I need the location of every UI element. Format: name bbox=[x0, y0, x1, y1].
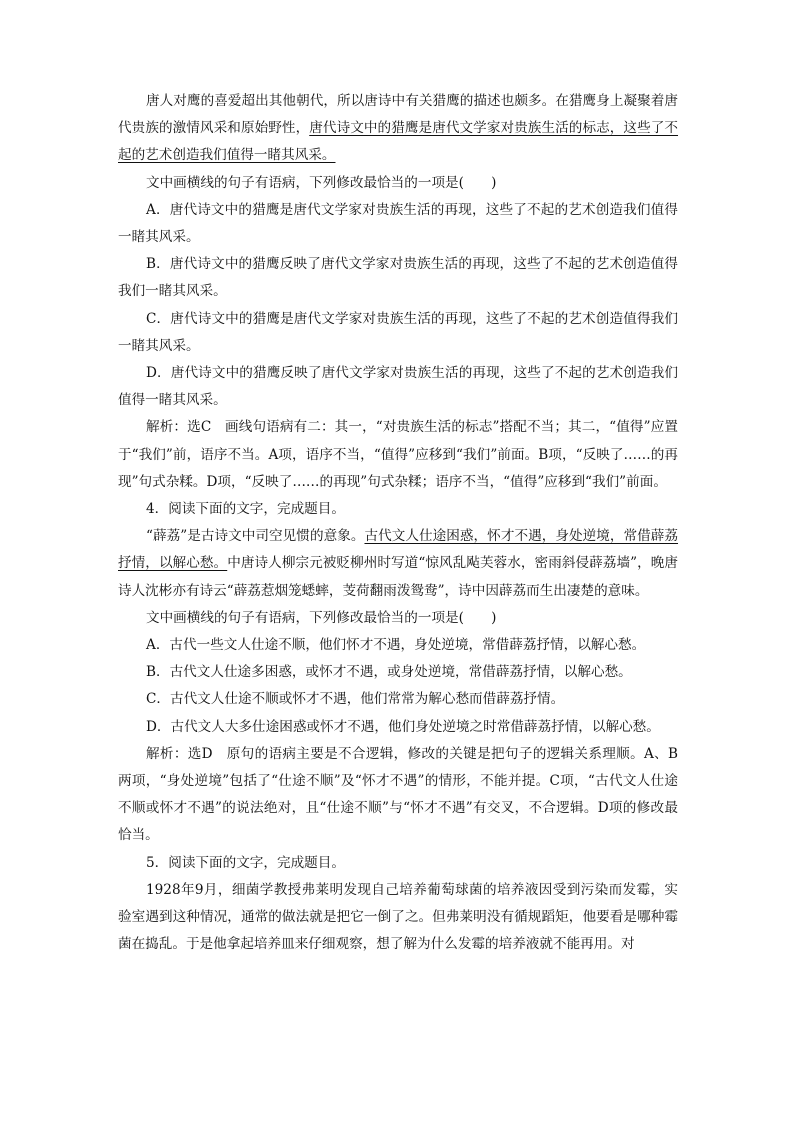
question-5-heading: 5．阅读下面的文字，完成题目。 bbox=[146, 854, 345, 871]
option-a: A．古代一些文人仕途不顺，他们怀才不遇，身处逆境，常借薜荔抒情，以解心愁。 bbox=[146, 637, 646, 654]
option-d: D．古代文人大多仕途困惑或怀才不遇，他们身处逆境之时常借薜荔抒情，以解心愁。 bbox=[146, 718, 660, 735]
underlined-sentence-1: 唐代诗文中的猎鹰是唐代文学家对贵族生活的标志，这些了不起的艺术创造我们值得一睹其风采。 bbox=[118, 120, 679, 164]
passage-5: 1928年9月，细菌学教授弗莱明发现自己培养葡萄球菌的培养液因受到污染而发霉，实验室遇到这种情况，通常的做法就是把它一倒了之。但弗莱明没有循规蹈矩，他要看是哪种霉菌在捣乱。于是他拿起培养皿来仔细观察，想了解为什么发霉的培养液就不能再用。对 bbox=[118, 881, 678, 953]
document-page bbox=[118, 88, 678, 959]
question-1-stem: 文中画横线的句子有语病，下列修改最恰当的一项是( ) bbox=[146, 174, 497, 191]
option-c: C．古代文人仕途不顺或怀才不遇，他们常常为解心愁而借薜荔抒情。 bbox=[146, 691, 565, 708]
analysis-4: 解析：选D 原句的语病主要是不合逻辑，修改的关键是把句子的逻辑关系理顺。A、B两项，“身处逆境”包括了“仕途不顺”及“怀才不遇”的情形，不能并提。C项，“古代文人仕途不顺或怀才不遇”的说法绝对，且“仕途不顺”与“怀才不遇”有交叉，不合逻辑。D项的修改最恰当。 bbox=[118, 745, 678, 844]
option-d: D．唐代诗文中的猎鹰反映了唐代文学家对贵族生活的再现，这些了不起的艺术创造我们值得一睹其风采。 bbox=[118, 365, 678, 409]
analysis-1: 解析：选C 画线句语病有二：其一，“对贵族生活的标志”搭配不当；其二，“值得”应置于“我们”前，语序不当。A项，语序不当，“值得”应移到“我们”前面。B项，“反映了……的再现”句式杂糅。D项，“反映了……的再现”句式杂糅；语序不当，“值得”应移到“我们”前面。 bbox=[118, 419, 678, 490]
option-b: B．唐代诗文中的猎鹰反映了唐代文学家对贵族生活的再现，这些了不起的艺术创造值得我们一睹其风采。 bbox=[118, 256, 678, 300]
option-a: A．唐代诗文中的猎鹰是唐代文学家对贵族生活的再现，这些了不起的艺术创造我们值得一睹其风采。 bbox=[118, 201, 678, 246]
option-c: C．唐代诗文中的猎鹰是唐代文学家对贵族生活的再现，这些了不起的艺术创造值得我们一睹其风采。 bbox=[118, 310, 678, 354]
passage-1 bbox=[118, 88, 678, 170]
underlined-sentence-4: 古代文人仕途困惑，怀才不遇，身处逆境，常借薜荔抒情，以解心愁。 bbox=[118, 528, 679, 572]
question-4-heading: 4．阅读下面的文字，完成题目。 bbox=[146, 501, 345, 518]
question-4-stem: 文中画横线的句子有语病，下列修改最恰当的一项是( ) bbox=[146, 609, 497, 626]
option-b: B．古代文人仕途多困惑，或怀才不遇，或身处逆境，常借薜荔抒情，以解心愁。 bbox=[146, 664, 632, 681]
passage-4-text: “薜荔”是古诗文中司空见惯的意象。 bbox=[146, 528, 365, 545]
passage-1-text: 唐人对鹰的喜爱超出其他朝代，所以唐诗中有关猎鹰的描述也颇多。在猎鹰身上凝聚着唐代贵族的激情风采和原始野性， bbox=[118, 93, 678, 137]
passage-4-text-after: 中唐诗人柳宗元被贬柳州时写道“惊风乱飐芙蓉水，密雨斜侵薜荔墙”，晚唐诗人沈彬亦有诗云“薜荔惹烟笼蟋蟀，芰荷翻雨泼鸳鸯”，诗中因薜荔而生出凄楚的意味。 bbox=[118, 555, 679, 599]
passage-4 bbox=[118, 523, 678, 605]
